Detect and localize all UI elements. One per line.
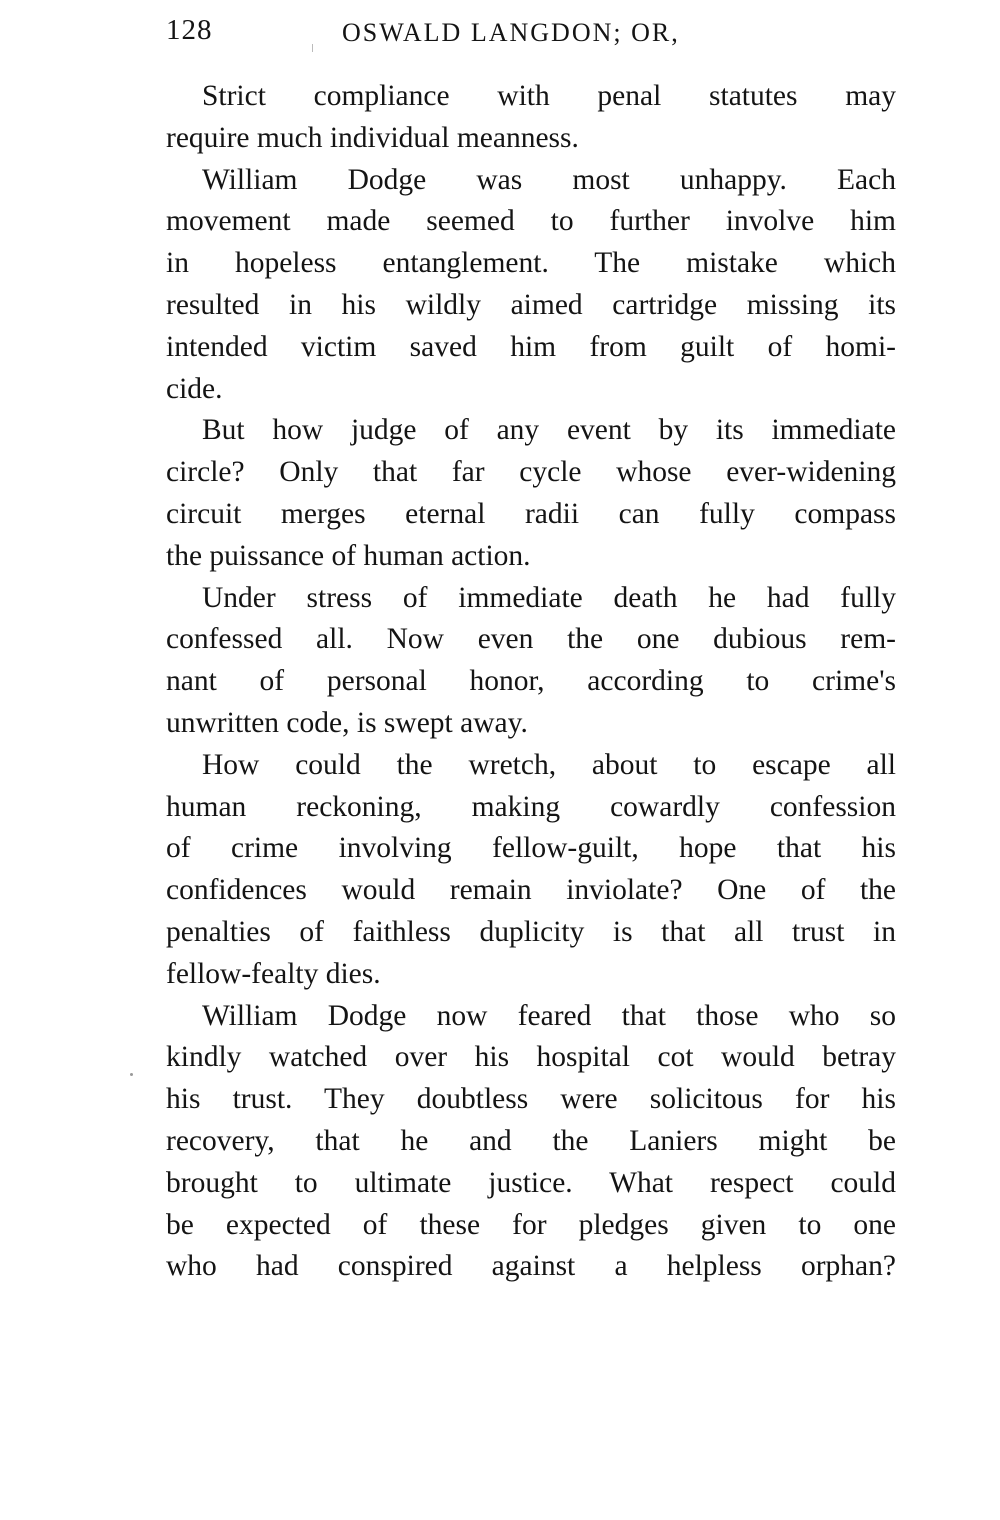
page-number: 128	[166, 14, 213, 46]
text-line: in hopeless entanglement. The mistake which	[166, 247, 896, 280]
text-line: kindly watched over his hospital cot would betray	[166, 1041, 896, 1074]
body-text	[166, 76, 896, 1288]
text-line: intended victim saved him from guilt of homi-	[166, 330, 896, 363]
text-line: fellow-fealty dies.	[166, 957, 381, 990]
text-line: confessed all. Now even the one dubious rem-	[166, 623, 896, 656]
text-line: movement made seemed to further involve him	[166, 205, 896, 238]
text-line: who had conspired against a helpless orphan?	[166, 1250, 896, 1283]
text-line: But how judge of any event by its immediate	[202, 414, 896, 447]
text-line: circuit merges eternal radii can fully compass	[166, 497, 896, 530]
text-line: the puissance of human action.	[166, 539, 531, 572]
text-line: be expected of these for pledges given to one	[166, 1208, 896, 1241]
text-line: recovery, that he and the Laniers might be	[166, 1124, 896, 1157]
text-line: require much individual meanness.	[166, 121, 579, 154]
text-line: Under stress of immediate death he had fully	[202, 581, 896, 614]
text-line: circle? Only that far cycle whose ever-widening	[166, 456, 896, 489]
text-line: confidences would remain inviolate? One of the	[166, 874, 896, 907]
text-line: William Dodge was most unhappy. Each	[202, 163, 896, 196]
text-line: nant of personal honor, according to crime's	[166, 665, 896, 698]
text-line: brought to ultimate justice. What respect could	[166, 1166, 896, 1199]
text-line: human reckoning, making cowardly confession	[166, 790, 896, 823]
text-line: William Dodge now feared that those who so	[202, 999, 896, 1032]
running-title: OSWALD LANGDON; OR,	[342, 18, 680, 47]
text-line: of crime involving fellow-guilt, hope that his	[166, 832, 896, 865]
header-mark	[312, 44, 313, 52]
text-line: Strict compliance with penal statutes may	[202, 80, 896, 112]
text-line: unwritten code, is swept away.	[166, 706, 528, 739]
text-line: penalties of faithless duplicity is that all trust in	[166, 915, 896, 948]
running-head	[166, 14, 896, 58]
margin-speck	[130, 1073, 133, 1076]
text-line: How could the wretch, about to escape all	[202, 748, 896, 781]
text-line: cide.	[166, 372, 223, 405]
text-line: resulted in his wildly aimed cartridge missing its	[166, 288, 896, 321]
text-line: his trust. They doubtless were solicitous for his	[166, 1083, 896, 1116]
